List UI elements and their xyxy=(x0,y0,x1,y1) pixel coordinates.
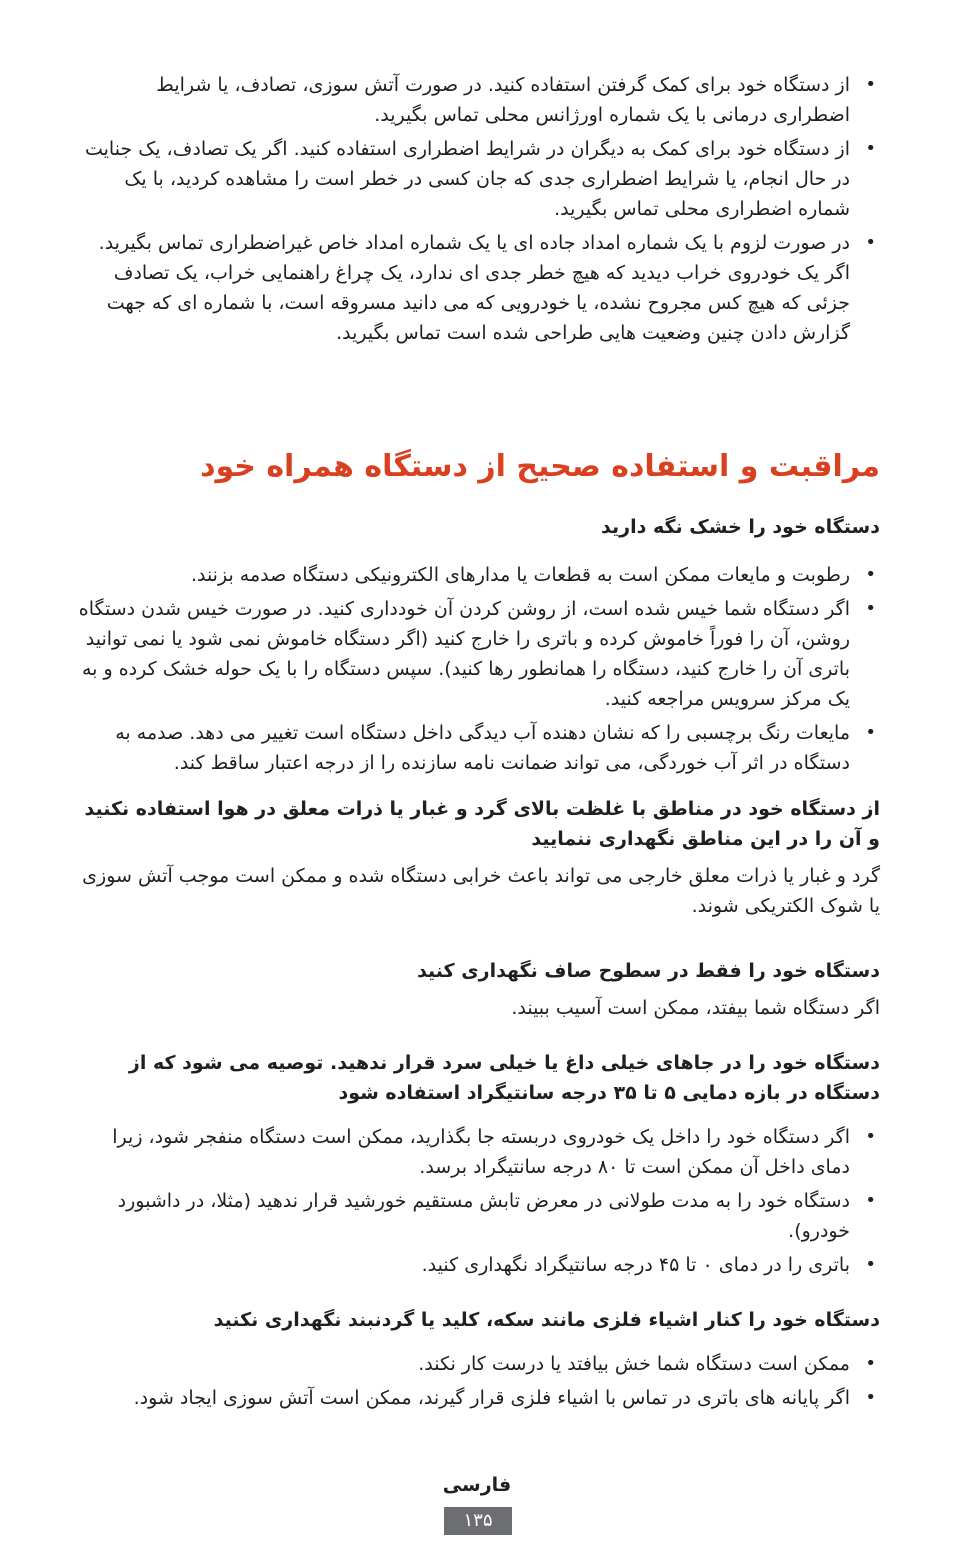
list-item: • باتری را در دمای ۰ تا ۴۵ درجه سانتیگراد نگهداری کنید. xyxy=(76,1250,880,1280)
subsection-flat-surface xyxy=(76,956,880,1023)
subsection-dust xyxy=(76,794,880,921)
list-item: • ممکن است دستگاه شما خش بیافتد یا درست کار نکند. xyxy=(76,1349,880,1379)
footer-language: فارسی xyxy=(442,1474,512,1496)
bullet-list xyxy=(76,560,880,778)
emergency-bullet-list xyxy=(76,70,880,352)
section-title: مراقبت و استفاده صحیح از دستگاه همراه خود xyxy=(200,449,880,484)
list-item: • اگر دستگاه شما خیس شده است، از روشن کردن آن خودداری کنید. در صورت خیس شدن دستگاه روشن، آن را فوراً خاموش کرده و باتری را خارج کنید (اگر دستگاه خاموش نمی شود یا نمی توانید باتری آن را خارج کنید، دستگاه را همانطور رها کنید). سپس دستگاه را با یک حوله خشک کرده و به یک مرکز سرویس مراجعه کنید. xyxy=(76,594,880,714)
page-number-badge: ۱۳۵ xyxy=(444,1507,512,1535)
bullet-list xyxy=(76,1349,880,1413)
subsection-heading: دستگاه خود را فقط در سطوح صاف نگهداری کنید xyxy=(417,960,880,982)
subsection-keep-dry xyxy=(76,512,880,782)
list-item: • رطوبت و مایعات ممکن است به قطعات یا مدارهای الکترونیکی دستگاه صدمه بزنند. xyxy=(76,560,880,590)
subsection-temperature xyxy=(76,1048,880,1284)
subsection-heading: دستگاه خود را خشک نگه دارید xyxy=(601,516,880,538)
list-item: • از دستگاه خود برای کمک گرفتن استفاده کنید. در صورت آتش سوزی، تصادف، یا شرایط اضطراری درمانی با یک شماره اورژانس محلی تماس بگیرید. xyxy=(76,70,880,130)
list-item: • در صورت لزوم با یک شماره امداد جاده ای یا یک شماره امداد خاص غیراضطراری تماس بگیرید. اگر یک خودروی خراب دیدید که هیچ خطر جدی ای ندارد، یک چراغ راهنمایی خراب، یک تصادف جزئی که هیچ کس مجروح نشده، یا خودرویی که می دانید مسروقه است، با شماره ای که جهت گزارش دادن چنین وضعیت هایی طراحی شده است تماس بگیرید. xyxy=(76,228,880,348)
subsection-heading: از دستگاه خود در مناطق با غلظت بالای گرد و غبار یا ذرات معلق در هوا استفاده نکنید و آن را در این مناطق نگهداری ننمایید xyxy=(84,798,880,850)
subsection-metal-objects xyxy=(76,1305,880,1417)
bullet-list xyxy=(76,1122,880,1280)
subsection-heading: دستگاه خود را کنار اشیاء فلزی مانند سکه، کلید یا گردنبند نگهداری نکنید xyxy=(213,1309,880,1331)
list-item: • از دستگاه خود برای کمک به دیگران در شرایط اضطراری استفاده کنید. اگر یک تصادف، یک جنایت در حال انجام، یا شرایط اضطراری جدی که جان کسی در خطر است را مشاهده کردید، با یک شماره اضطراری محلی تماس بگیرید. xyxy=(76,134,880,224)
paragraph: اگر دستگاه شما بیفتد، ممکن است آسیب ببیند. xyxy=(511,997,880,1019)
subsection-heading: دستگاه خود را در جاهای خیلی داغ یا خیلی سرد قرار ندهید. توصیه می شود که از دستگاه در بازه دمایی ۵ تا ۳۵ درجه سانتیگراد استفاده شود xyxy=(128,1052,880,1104)
list-item: • اگر پایانه های باتری در تماس با اشیاء فلزی قرار گیرند، ممکن است آتش سوزی ایجاد شود. xyxy=(76,1383,880,1413)
list-item: • مایعات رنگ برچسبی را که نشان دهنده آب دیدگی داخل دستگاه است تغییر می دهد. صدمه به دستگاه در اثر آب خوردگی، می تواند ضمانت نامه سازنده را از درجه اعتبار ساقط کند. xyxy=(76,718,880,778)
list-item: • دستگاه خود را به مدت طولانی در معرض تابش مستقیم خورشید قرار ندهید (مثلا، در داشبورد خودرو). xyxy=(76,1186,880,1246)
list-item: • اگر دستگاه خود را داخل یک خودروی دربسته جا بگذارید، ممکن است دستگاه منفجر شود، زیرا دمای داخل آن ممکن است تا ۸۰ درجه سانتیگراد برسد. xyxy=(76,1122,880,1182)
paragraph: گرد و غبار یا ذرات معلق خارجی می تواند باعث خرابی دستگاه شده و ممکن است موجب آتش سوزی یا شوک الکتریکی شوند. xyxy=(82,865,880,917)
